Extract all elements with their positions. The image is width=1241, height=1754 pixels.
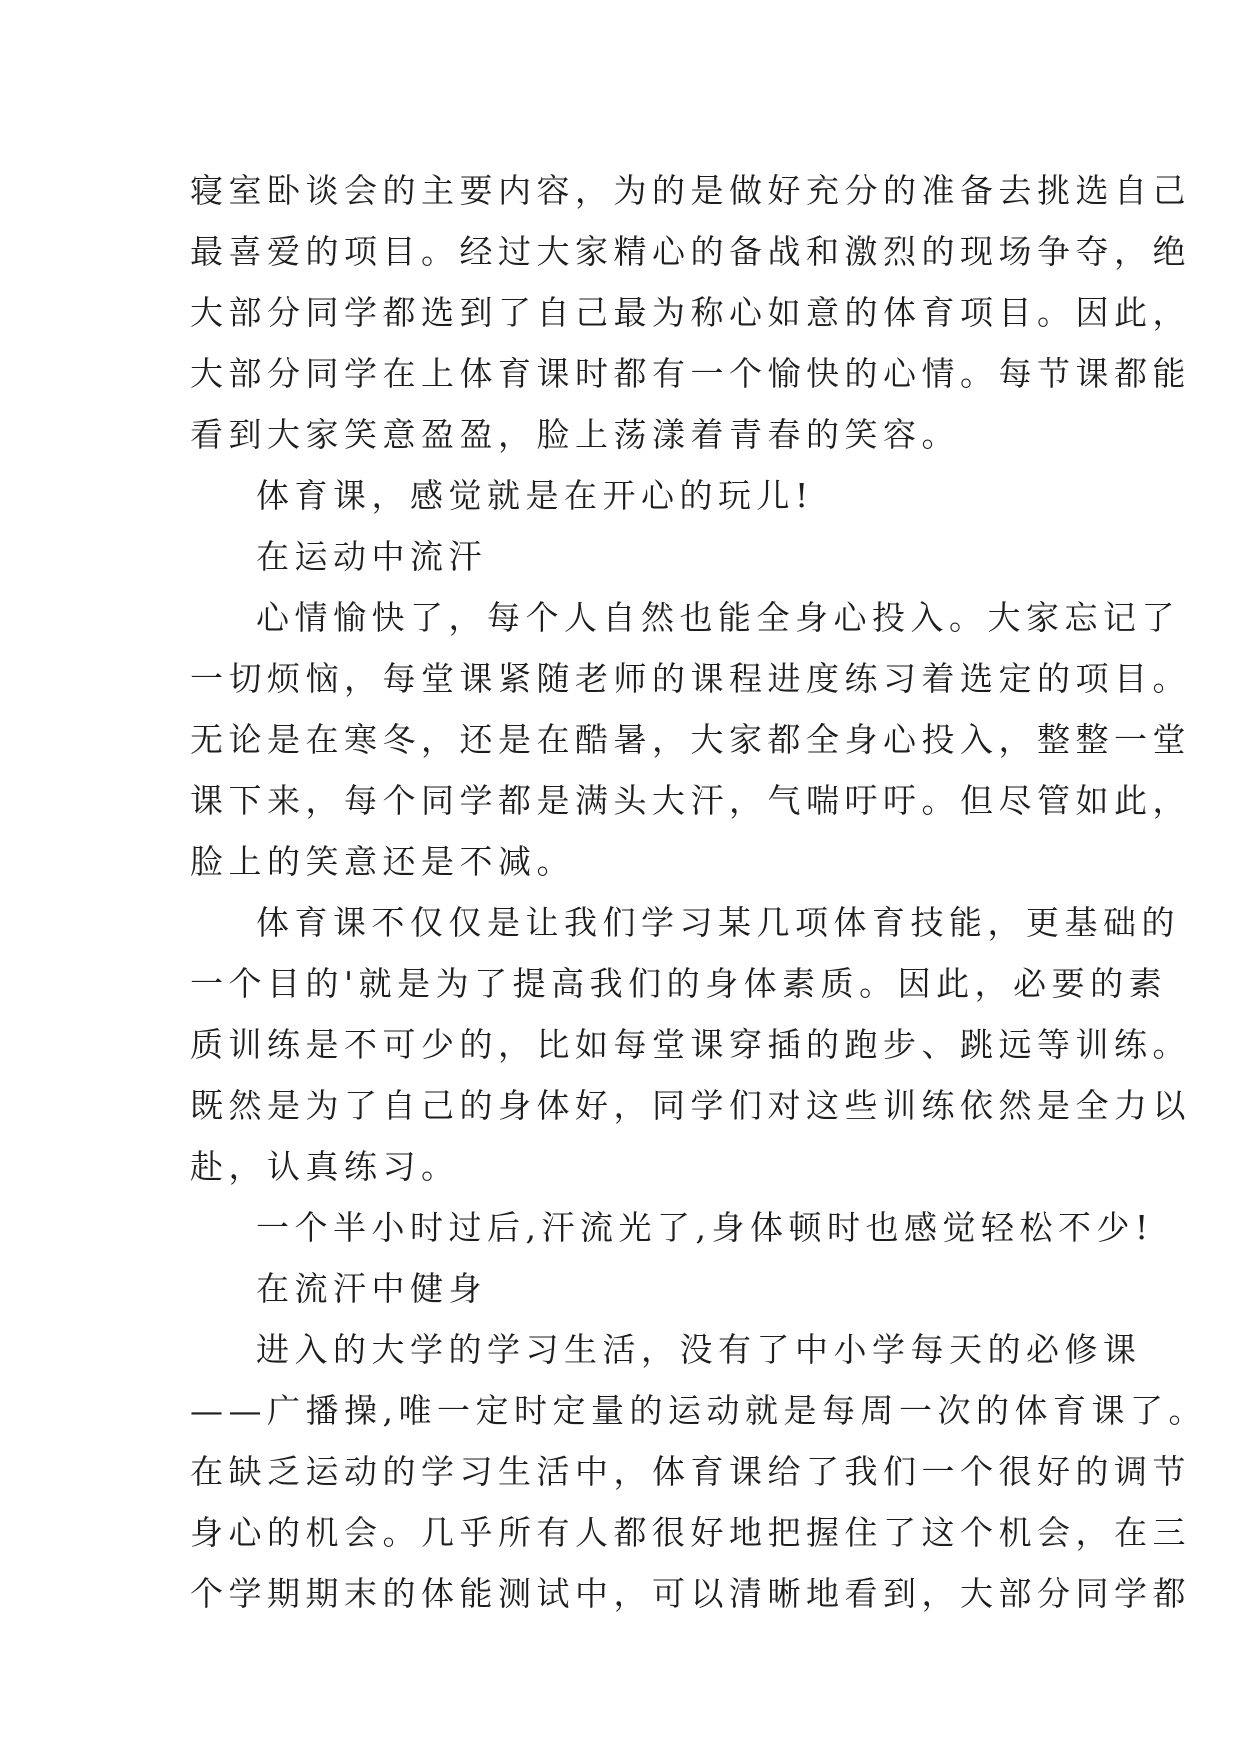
text-line: 进入的大学的学习生活，没有了中小学每天的必修课 xyxy=(256,1330,1142,1369)
text-line: 最喜爱的项目。经过大家精心的备战和激烈的现场争夺，绝 xyxy=(190,232,1191,271)
text-line: 脸上的笑意还是不减。 xyxy=(190,842,575,881)
text-line: 看到大家笑意盈盈，脸上荡漾着青春的笑容。 xyxy=(190,415,960,454)
text-line: 质训练是不可少的，比如每堂课穿插的跑步、跳远等训练。 xyxy=(190,1025,1191,1064)
text-line: 在运动中流汗 xyxy=(256,537,487,576)
text-line: 个学期期末的体能测试中，可以清晰地看到，大部分同学都 xyxy=(190,1574,1191,1613)
text-line: ——广播操,唯一定时定量的运动就是每周一次的体育课了。 xyxy=(190,1391,1207,1430)
text-line: 赴，认真练习。 xyxy=(190,1147,460,1186)
text-line: 一切烦恼，每堂课紧随老师的课程进度练习着选定的项目。 xyxy=(190,659,1191,698)
text-line: 无论是在寒冬，还是在酷暑，大家都全身心投入，整整一堂 xyxy=(190,720,1191,759)
text-line: 寝室卧谈会的主要内容，为的是做好充分的准备去挑选自己 xyxy=(190,171,1191,210)
text-line: 既然是为了自己的身体好，同学们对这些训练依然是全力以 xyxy=(190,1086,1191,1125)
document-body xyxy=(190,160,1207,1624)
text-line: 体育课不仅仅是让我们学习某几项体育技能，更基础的 xyxy=(256,903,1180,942)
text-line: 在流汗中健身 xyxy=(256,1269,487,1308)
text-line: 身心的机会。几乎所有人都很好地把握住了这个机会，在三 xyxy=(190,1513,1191,1552)
text-line: 体育课，感觉就是在开心的玩儿! xyxy=(256,476,814,515)
text-line: 课下来，每个同学都是满头大汗，气喘吁吁。但尽管如此， xyxy=(190,781,1191,820)
text-line: 一个目的'就是为了提高我们的身体素质。因此，必要的素 xyxy=(190,964,1168,1003)
text-line: 在缺乏运动的学习生活中，体育课给了我们一个很好的调节 xyxy=(190,1452,1191,1491)
text-line: 心情愉快了，每个人自然也能全身心投入。大家忘记了 xyxy=(256,598,1180,637)
text-line: 大部分同学都选到了自己最为称心如意的体育项目。因此， xyxy=(190,293,1191,332)
text-line: 大部分同学在上体育课时都有一个愉快的心情。每节课都能 xyxy=(190,354,1191,393)
text-line: 一个半小时过后,汗流光了,身体顿时也感觉轻松不少! xyxy=(256,1208,1154,1247)
